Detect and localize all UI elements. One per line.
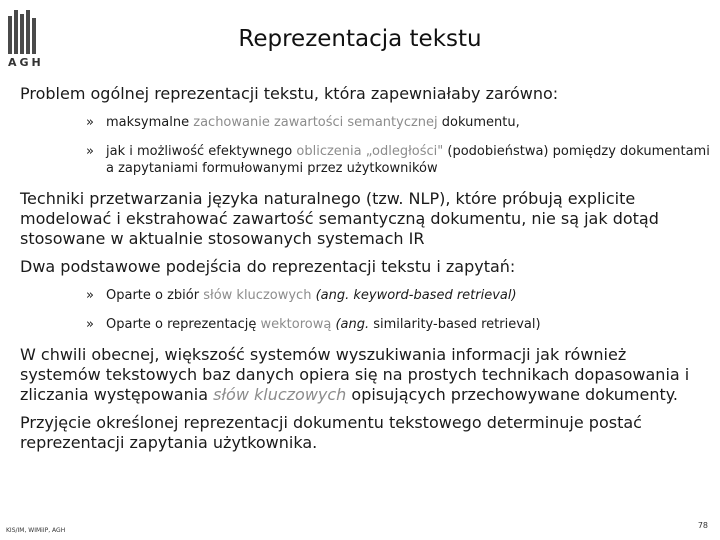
bullet-marker: » bbox=[86, 317, 94, 332]
bullet-text-a: Oparte o reprezentację bbox=[106, 317, 261, 332]
footer-affiliation: KIS/IM, WIMiIP, AGH bbox=[6, 527, 66, 534]
paragraph-current bbox=[20, 345, 710, 405]
logo-text: AGH bbox=[8, 56, 44, 69]
paragraph-conclusion: Przyjęcie określonej reprezentacji dokumentu tekstowego determinuje postać reprezentacji zapytania użytkownika. bbox=[20, 413, 642, 452]
bullet-marker: » bbox=[86, 144, 94, 159]
bullet-keywords bbox=[20, 287, 710, 304]
bullet-text-c: (podobieństwa) pomiędzy dokumentami a zapytaniami formułowanymi przez użytkowników bbox=[106, 144, 710, 176]
bullet-text-c: dokumentu, bbox=[437, 115, 520, 130]
paragraph-text-c: opisujących przechowywane dokumenty. bbox=[346, 385, 678, 404]
bullet-vector bbox=[20, 316, 710, 333]
paragraph-problem: Problem ogólnej reprezentacji tekstu, która zapewniałaby zarówno: bbox=[20, 84, 559, 103]
bullet-text-d: similarity-based retrieval) bbox=[369, 317, 541, 332]
slide-content bbox=[20, 84, 710, 461]
paragraph-nlp: Techniki przetwarzania języka naturalnego (tzw. NLP), które próbują explicite modelować i ekstrahować zawartość semantyczną dokumentu, nie są jak dotąd stosowane w aktualnie stosowanych systemach IR bbox=[20, 189, 659, 248]
bullet-text-highlight: obliczenia „odległości" bbox=[296, 144, 444, 159]
bullet-marker: » bbox=[86, 115, 94, 130]
bullet-text-italic: (ang. keyword-based retrieval) bbox=[311, 288, 517, 303]
bullet-text-a: maksymalne bbox=[106, 115, 194, 130]
bullet-text-highlight: zachowanie zawartości semantycznej bbox=[193, 115, 438, 130]
bullet-text-a: jak i możliwość efektywnego bbox=[106, 144, 297, 159]
paragraph-text-highlight: słów kluczowych bbox=[213, 385, 347, 404]
bullet-text-a: Oparte o zbiór bbox=[106, 288, 204, 303]
bullet-text-highlight: słów kluczowych bbox=[203, 288, 312, 303]
slide-title: Reprezentacja tekstu bbox=[238, 26, 482, 52]
bullet-marker: » bbox=[86, 288, 94, 303]
bullet-distance bbox=[20, 143, 710, 177]
bullet-text-italic: (ang. bbox=[331, 317, 370, 332]
page-number: 78 bbox=[697, 521, 708, 530]
bullet-semantic bbox=[20, 114, 710, 131]
bullet-text-highlight: wektorową bbox=[260, 317, 332, 332]
paragraph-approaches: Dwa podstawowe podejścia do reprezentacji tekstu i zapytań: bbox=[20, 257, 516, 276]
paragraph-text-a: W chwili obecnej, większość systemów wyszukiwania informacji jak również systemów tekstowych baz danych opiera się na prostych technikach dopasowania i zliczania występowania bbox=[20, 345, 690, 404]
